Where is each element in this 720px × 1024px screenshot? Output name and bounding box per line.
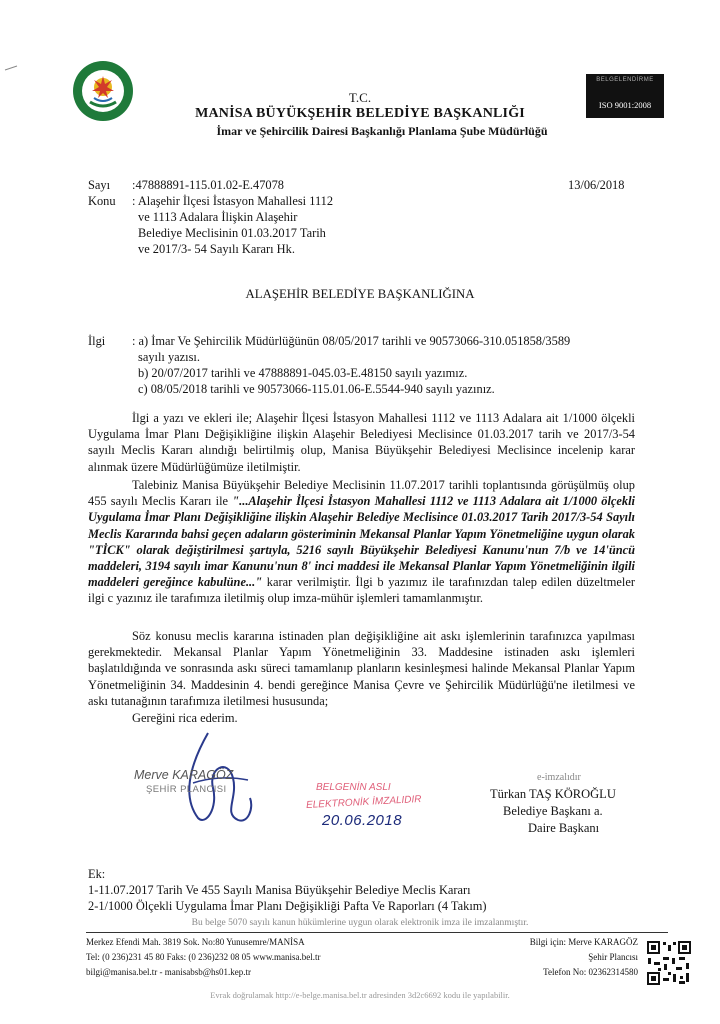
header-org: MANİSA BÜYÜKŞEHİR BELEDİYE BAŞKANLIĞI [195, 106, 525, 121]
body-paragraph: Gereğini rica ederim. [132, 711, 238, 725]
ilgi-line: sayılı yazısı. [138, 350, 200, 364]
footer-email: bilgi@manisa.bel.tr - manisabsb@hs01.kep.tr [86, 967, 252, 977]
attachment-item: 1-11.07.2017 Tarih Ve 455 Sayılı Manisa Büyükşehir Belediye Meclis Kararı [88, 883, 471, 897]
qr-code [646, 940, 692, 986]
footer-divider [86, 932, 668, 933]
signatory-title: Belediye Başkanı a. [503, 804, 603, 818]
ilgi-label: İlgi [88, 334, 106, 348]
signer-title: ŞEHİR PLANCISI [146, 784, 227, 795]
header-dept: İmar ve Şehircilik Dairesi Başkanlığı Planlama Şube Müdürlüğü [216, 124, 548, 138]
sayi-value: :47888891-115.01.02-E.47078 [132, 178, 285, 192]
body-text-start: Talebiniz Manisa Büyükşehir Belediye Meclisinin 11.07.2017 tarihli toplantısında görüşülmüş olup 455 sayılı Meclis Kararı ile [88, 478, 635, 509]
council-decision-quote: "...Alaşehir İlçesi İstasyon Mahallesi 1112 ve 1113 Adalara ait 1/1000 ölçekli Uygulama İmar Planı Değişikliğine ilişkin Alaşehir Belediye Meclisince 01.03.2017 Tarih 2017/3-54 Sayılı Meclis Kararında bahsi geçen adaların gösteriminin Mekansal Planlar Yapım Yönetmeliğine uygun olarak "TİCK" olarak değiştirilmesi şartıyla, 5216 sayılı Büyükşehir Belediyesi Kanunu'nun 7/b ve 14'üncü maddeleri, 3194 sayılı imar Kanunu'nun 8' inci maddesi ile Mekansal Planlar Yapım Yönetmeliğinin ilgili maddeleri gereğince kabulüne..." [88, 494, 635, 590]
stamp-line: ELEKTRONİK İMZALIDIR [305, 793, 422, 812]
stamp-line: BELGENİN ASLI [316, 782, 391, 793]
signer-name: Merve KARAGÖZ [134, 768, 234, 782]
signatory-name: Türkan TAŞ KÖROĞLU [490, 787, 616, 801]
konu-line: ve 1113 Adalara İlişkin Alaşehir [138, 210, 298, 224]
sayi-label: Sayı [88, 178, 111, 192]
footer-info-phone: Telefon No: 02362314580 [543, 967, 638, 977]
konu-line: Belediye Meclisinin 01.03.2017 Tarih [138, 226, 326, 240]
ilgi-line: b) 20/07/2017 tarihli ve 47888891-045.03-E.48150 sayılı yazımız. [138, 366, 468, 380]
signatory-title: Daire Başkanı [528, 821, 600, 835]
body-paragraph [88, 477, 635, 607]
addressee: ALAŞEHİR BELEDİYE BAŞKANLIĞINA [245, 287, 475, 301]
e-imza-label: e-imzalıdır [537, 772, 581, 783]
footer-address: Merkez Efendi Mah. 3819 Sok. No:80 Yunusemre/MANİSA [86, 937, 305, 947]
stamp-date: 20.06.2018 [322, 812, 403, 829]
corner-mark [4, 58, 18, 64]
verification-note: Evrak doğrulamak http://e-belge.manisa.bel.tr adresinden 3d2c6692 kodu ile yapılabilir. [210, 990, 510, 1000]
ilgi-line: : a) İmar Ve Şehircilik Müdürlüğünün 08/05/2017 tarihli ve 90573066-310.051858/3589 [132, 334, 571, 348]
konu-line: ve 2017/3- 54 Sayılı Kararı Hk. [138, 242, 295, 256]
body-text-end: karar verilmiştir. İlgi b yazımız ile tarafınızdan talep edilen düzeltmeler ilgi c yazınız ile tarafımıza iletilmiş olup imza-mühür işlemleri tamamlanmıştır. [88, 575, 635, 606]
body-paragraph: Söz konusu meclis kararına istinaden plan değişikliğine ait askı işlemlerinin tarafınızca yapılması gerekmektedir. Mekansal Planlar Yapım Yönetmeliğinin 33. Maddesine istinaden askı işlemleri başlatıldığında ve sonrasında askı süreci tamamlanıp planların kesinleşmesi halinde Mekansal Planlar Yapım Yönetmeliğinin 34. Maddesinin 4. bendi gereğince Manisa Çevre ve Şehircilik Müdürlüğü'ne iletilmesi ve askı tutanağının tarafımıza iletilmesi hususunda; [88, 629, 635, 708]
body-paragraph: İlgi a yazı ve ekleri ile; Alaşehir İlçesi İstasyon Mahallesi 1112 ve 1113 Adalara ait 1/1000 ölçekli Uygulama İmar Planı Değişikliğine ilişkin Alaşehir Belediyesi Meclisince 01.03.2017 tarih ve 2017/3-54 sayılı Meclis Kararı alındığı belirtilmiş olup, Manisa Büyükşehir Belediyesi Meclisince incelenip karar alınmak üzere Müdürlüğümüze iletilmiştir. [88, 411, 635, 474]
attachments-label: Ek: [88, 867, 106, 881]
footer-info-contact: Bilgi için: Merve KARAGÖZ [529, 937, 638, 947]
iso-badge-top: BELGELENDİRME [596, 77, 654, 83]
footer-info-title: Şehir Plancısı [588, 952, 638, 962]
footer-phone: Tel: (0 236)231 45 80 Faks: (0 236)232 08 05 www.manisa.bel.tr [86, 952, 321, 962]
konu-label: Konu [88, 194, 116, 208]
konu-line: : Alaşehir İlçesi İstasyon Mahallesi 1112 [132, 194, 334, 208]
document-date: 13/06/2018 [568, 178, 625, 192]
header-tc: T.C. [348, 90, 372, 105]
iso-badge-label: ISO 9001:2008 [598, 100, 652, 110]
e-signature-notice: Bu belge 5070 sayılı kanun hükümlerine uygun olarak elektronik imza ile imzalanmıştır. [191, 918, 529, 928]
attachment-item: 2-1/1000 Ölçekli Uygulama İmar Planı Değişikliği Pafta Ve Raporları (4 Takım) [88, 899, 487, 913]
ilgi-line: c) 08/05/2018 tarihli ve 90573066-115.01.06-E.5544-940 sayılı yazınız. [138, 382, 495, 396]
